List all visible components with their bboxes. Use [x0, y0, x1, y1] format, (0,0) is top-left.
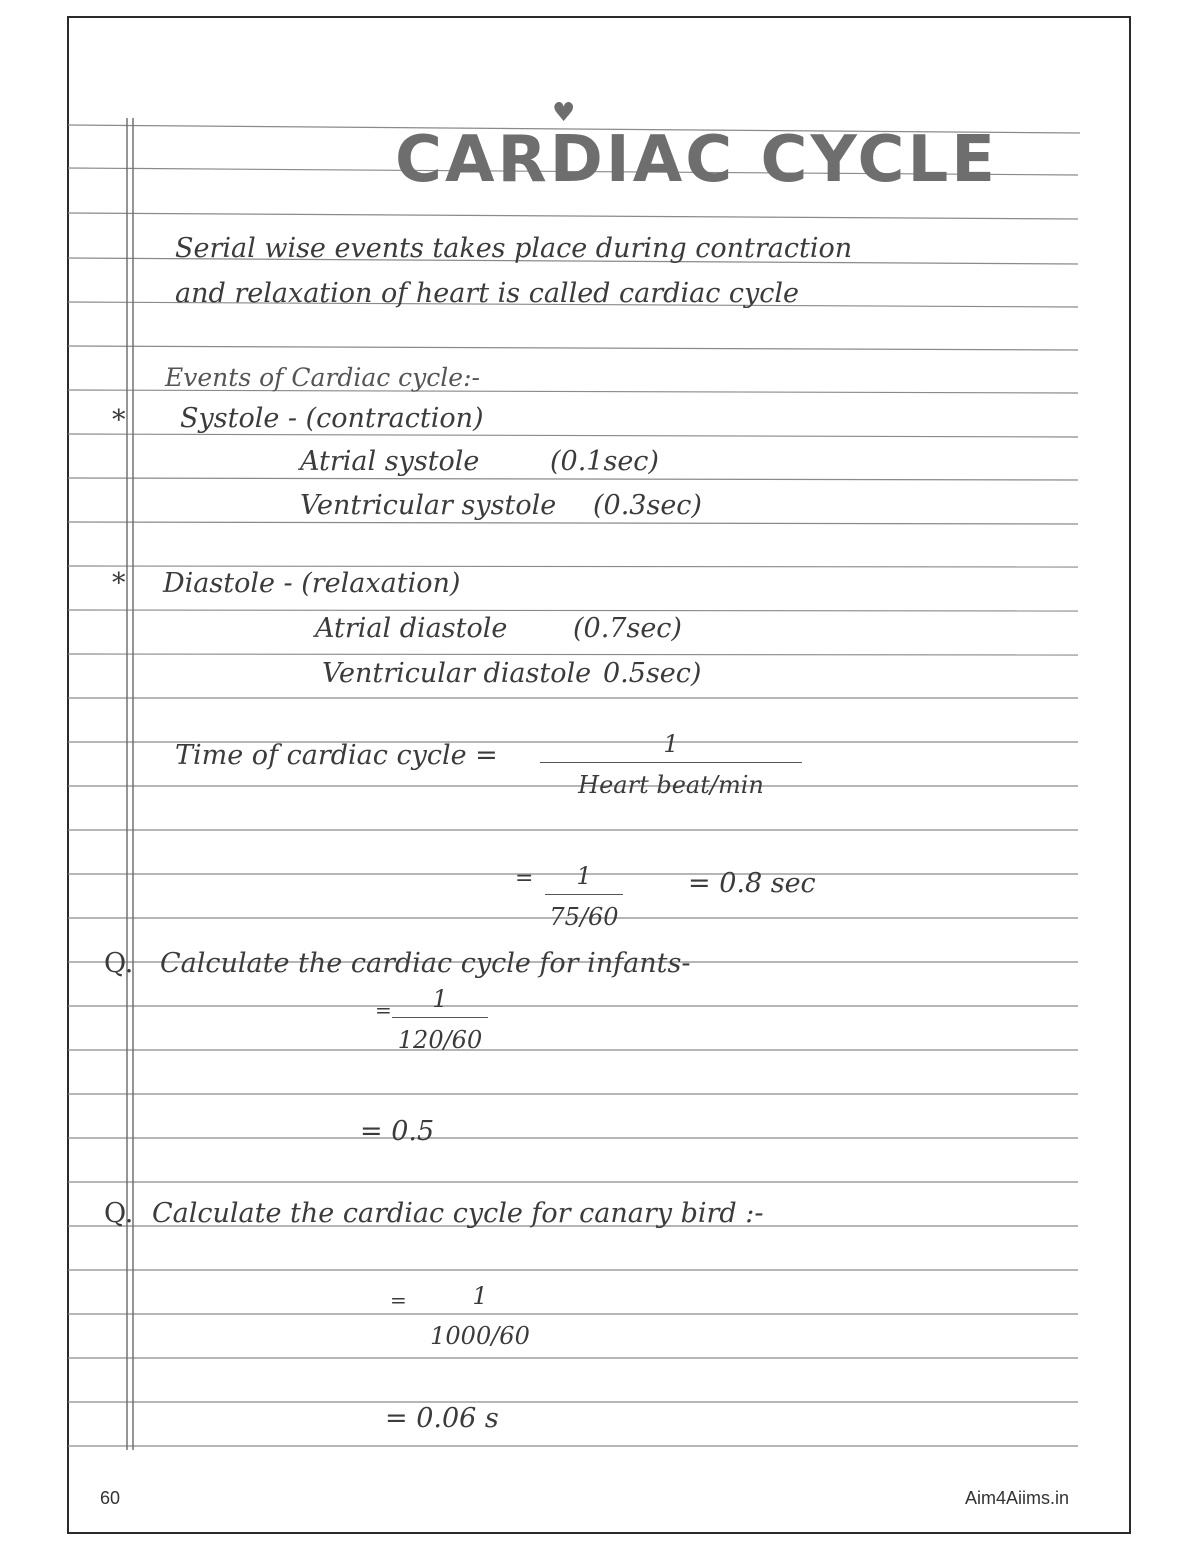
q1-fraction [392, 985, 488, 1054]
q1-marker: Q. [104, 948, 134, 979]
atrial-systole: Atrial systole [300, 446, 480, 477]
example-denominator: 75/60 [549, 903, 619, 931]
q2-denominator: 1000/60 [430, 1322, 530, 1350]
diastole-label: Diastole - (relaxation) [163, 568, 461, 599]
example-eq: = [515, 866, 534, 891]
site-watermark: Aim4Aiims.in [965, 1488, 1070, 1508]
q2-text: Calculate the cardiac cycle for canary bird :- [152, 1198, 764, 1229]
q1-eq: = [375, 998, 392, 1022]
atrial-diastole: Atrial diastole [315, 613, 508, 644]
systole-label: Systole - (contraction) [180, 403, 484, 434]
formula-label: Time of cardiac cycle = [175, 740, 498, 771]
q2-numerator: 1 [472, 1282, 488, 1310]
example-numerator: 1 [545, 862, 623, 895]
ventricular-systole-time: (0.3sec) [593, 490, 702, 521]
q1-result: = 0.5 [360, 1116, 435, 1147]
ventricular-systole: Ventricular systole [300, 490, 557, 521]
heart-icon: ♥ [552, 98, 576, 128]
q2-marker: Q. [104, 1198, 134, 1229]
page-number: 60 [100, 1488, 121, 1508]
q1-denominator: 120/60 [397, 1026, 483, 1054]
q2-eq: = [390, 1288, 407, 1312]
q2-fraction [420, 1282, 540, 1350]
page-title: CARDIAC CYCLE [395, 123, 998, 197]
formula-denominator: Heart beat/min [578, 771, 764, 799]
bullet-systole: * [112, 405, 126, 436]
example-result: = 0.8 sec [688, 868, 816, 899]
intro-line-2: and relaxation of heart is called cardiac cycle [175, 278, 800, 309]
atrial-systole-time: (0.1sec) [550, 446, 659, 477]
example-fraction [545, 862, 623, 931]
ventricular-diastole-time: 0.5sec) [603, 658, 702, 689]
q2-result: = 0.06 s [385, 1403, 499, 1434]
q1-text: Calculate the cardiac cycle for infants- [160, 948, 691, 979]
events-heading: Events of Cardiac cycle:- [165, 363, 480, 392]
intro-line-1: Serial wise events takes place during contraction [175, 233, 853, 264]
formula-numerator: 1 [540, 730, 802, 763]
ventricular-diastole: Ventricular diastole [322, 658, 592, 689]
atrial-diastole-time: (0.7sec) [573, 613, 682, 644]
bullet-diastole: * [112, 568, 126, 599]
q1-numerator: 1 [392, 985, 488, 1018]
formula-fraction [540, 730, 802, 799]
